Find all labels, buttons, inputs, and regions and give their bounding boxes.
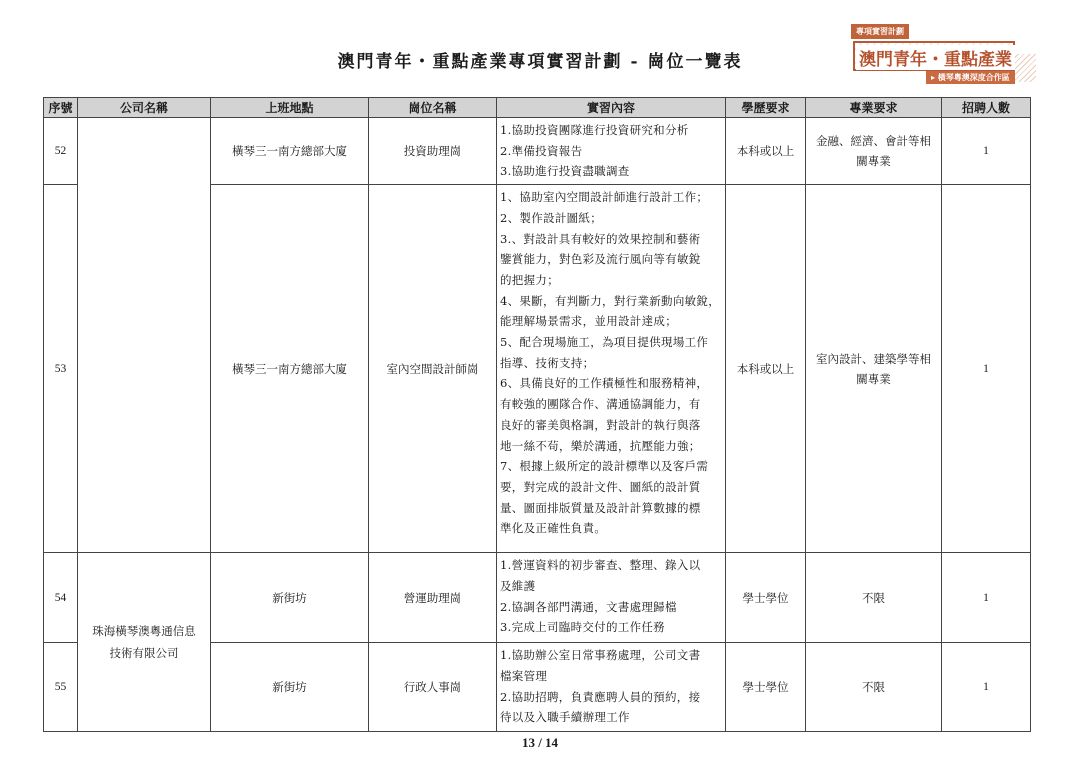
location-cell: 新街坊: [211, 553, 369, 643]
location-cell: 新街坊: [211, 643, 369, 732]
content-line: 1.協助辦公室日常事務處理，公司文書: [500, 648, 701, 663]
header-count: 招聘人數: [942, 98, 1031, 118]
major-cell: [806, 118, 942, 185]
location-cell: 橫琴三一南方總部大廈: [211, 185, 369, 553]
content-cell: [497, 185, 726, 553]
education-cell: 本科或以上: [726, 118, 806, 185]
content-line: 地一絲不茍，樂於溝通，抗壓能力強；: [500, 438, 701, 453]
content-line: 2.協調各部門溝通，文書處理歸檔: [500, 599, 677, 614]
major-cell: 不限: [806, 643, 942, 732]
content-line: 2.協助招聘，負責應聘人員的預約，接: [500, 689, 701, 704]
content-line: 鑒賞能力，對色彩及流行風向等有敏銳: [500, 252, 701, 267]
content-line: 4、果斷，有判斷力，對行業新動向敏銳，: [500, 293, 721, 308]
major-cell: [806, 185, 942, 553]
header-no: 序號: [44, 98, 78, 118]
content-line: 待以及入職手續辦理工作: [500, 710, 630, 725]
count-cell: 1: [942, 553, 1031, 643]
major-line: 關專業: [856, 371, 891, 386]
content-line: 1、協助室內空間設計師進行設計工作；: [500, 190, 709, 205]
header-content: 實習內容: [497, 98, 726, 118]
position-cell: 行政人事崗: [369, 643, 497, 732]
content-line: 及維護: [500, 578, 536, 593]
content-line: 能理解場景需求，並用設計達成；: [500, 314, 677, 329]
content-line: 的把握力；: [500, 272, 559, 287]
content-line: 準化及正確性負責。: [500, 521, 607, 536]
position-cell: 投資助理崗: [369, 118, 497, 185]
content-line: 1.營運資料的初步審查、整理、錄入以: [500, 558, 701, 573]
logo-tag: 專項實習計劃: [851, 24, 909, 39]
content-line: 3.、對設計具有較好的效果控制和藝術: [500, 231, 701, 246]
position-cell: 營運助理崗: [369, 553, 497, 643]
company-cell: [78, 118, 211, 553]
location-cell: 橫琴三一南方總部大廈: [211, 118, 369, 185]
content-line: 2.準備投資報告: [500, 143, 583, 158]
row-number: 55: [44, 643, 78, 732]
page-indicator: 13 / 14: [521, 735, 559, 750]
content-line: 2、製作設計圖紙；: [500, 210, 603, 225]
header-position: 崗位名稱: [369, 98, 497, 118]
content-cell: [497, 553, 726, 643]
header-education: 學歷要求: [726, 98, 806, 118]
row-number: 54: [44, 553, 78, 643]
header-company: 公司名稱: [78, 98, 211, 118]
program-logo: [848, 24, 1038, 86]
content-line: 指導、技術支持；: [500, 355, 595, 370]
content-line: 5、配合現場施工，為項目提供現場工作: [500, 335, 709, 350]
count-cell: 1: [942, 185, 1031, 553]
major-line: 金融、經濟、會計等相: [816, 134, 931, 149]
major-line: 室內設計、建築學等相: [816, 351, 931, 366]
content-line: 檔案管理: [500, 668, 548, 683]
content-line: 量、圖面排版質量及設計計算數據的標: [500, 500, 701, 515]
count-cell: 1: [942, 643, 1031, 732]
content-line: 1.協助投資團隊進行投資研究和分析: [500, 123, 689, 137]
company-cell: [78, 553, 211, 732]
logo-subtitle: ▸ 橫琴粵澳深度合作區: [926, 71, 1015, 84]
content-line: 3.完成上司臨時交付的工作任務: [500, 620, 665, 635]
row-number: 53: [44, 185, 78, 553]
logo-main-text: 澳門青年・重點產業: [856, 45, 1015, 70]
company-name-line: 珠海橫琴澳粵通信息: [92, 624, 196, 639]
content-cell: [497, 118, 726, 185]
major-line: 關專業: [856, 154, 891, 169]
content-line: 3.協助進行投資盡職調查: [500, 164, 630, 179]
content-line: 良好的審美與格調，對設計的執行與落: [500, 417, 701, 432]
count-cell: 1: [942, 118, 1031, 185]
education-cell: 本科或以上: [726, 185, 806, 553]
table-row: [44, 553, 1031, 643]
positions-table: [43, 97, 1031, 732]
table-header-row: [44, 98, 1031, 118]
education-cell: 學士學位: [726, 643, 806, 732]
content-cell: [497, 643, 726, 732]
document-title: 澳門青年・重點產業專項實習計劃 - 崗位一覽表: [337, 52, 743, 72]
position-cell: 室內空間設計師崗: [369, 185, 497, 553]
major-cell: 不限: [806, 553, 942, 643]
content-line: 6、具備良好的工作積極性和服務精神，: [500, 376, 709, 391]
table-row: [44, 118, 1031, 185]
header-major: 專業要求: [806, 98, 942, 118]
header-location: 上班地點: [211, 98, 369, 118]
education-cell: 學士學位: [726, 553, 806, 643]
content-line: 要，對完成的設計文件、圖紙的設計質: [500, 479, 701, 494]
content-line: 有較強的團隊合作、溝通協調能力，有: [500, 397, 701, 412]
row-number: 52: [44, 118, 78, 185]
content-line: 7、根據上級所定的設計標準以及客戶需: [500, 459, 709, 474]
company-name-line: 技術有限公司: [109, 646, 179, 661]
